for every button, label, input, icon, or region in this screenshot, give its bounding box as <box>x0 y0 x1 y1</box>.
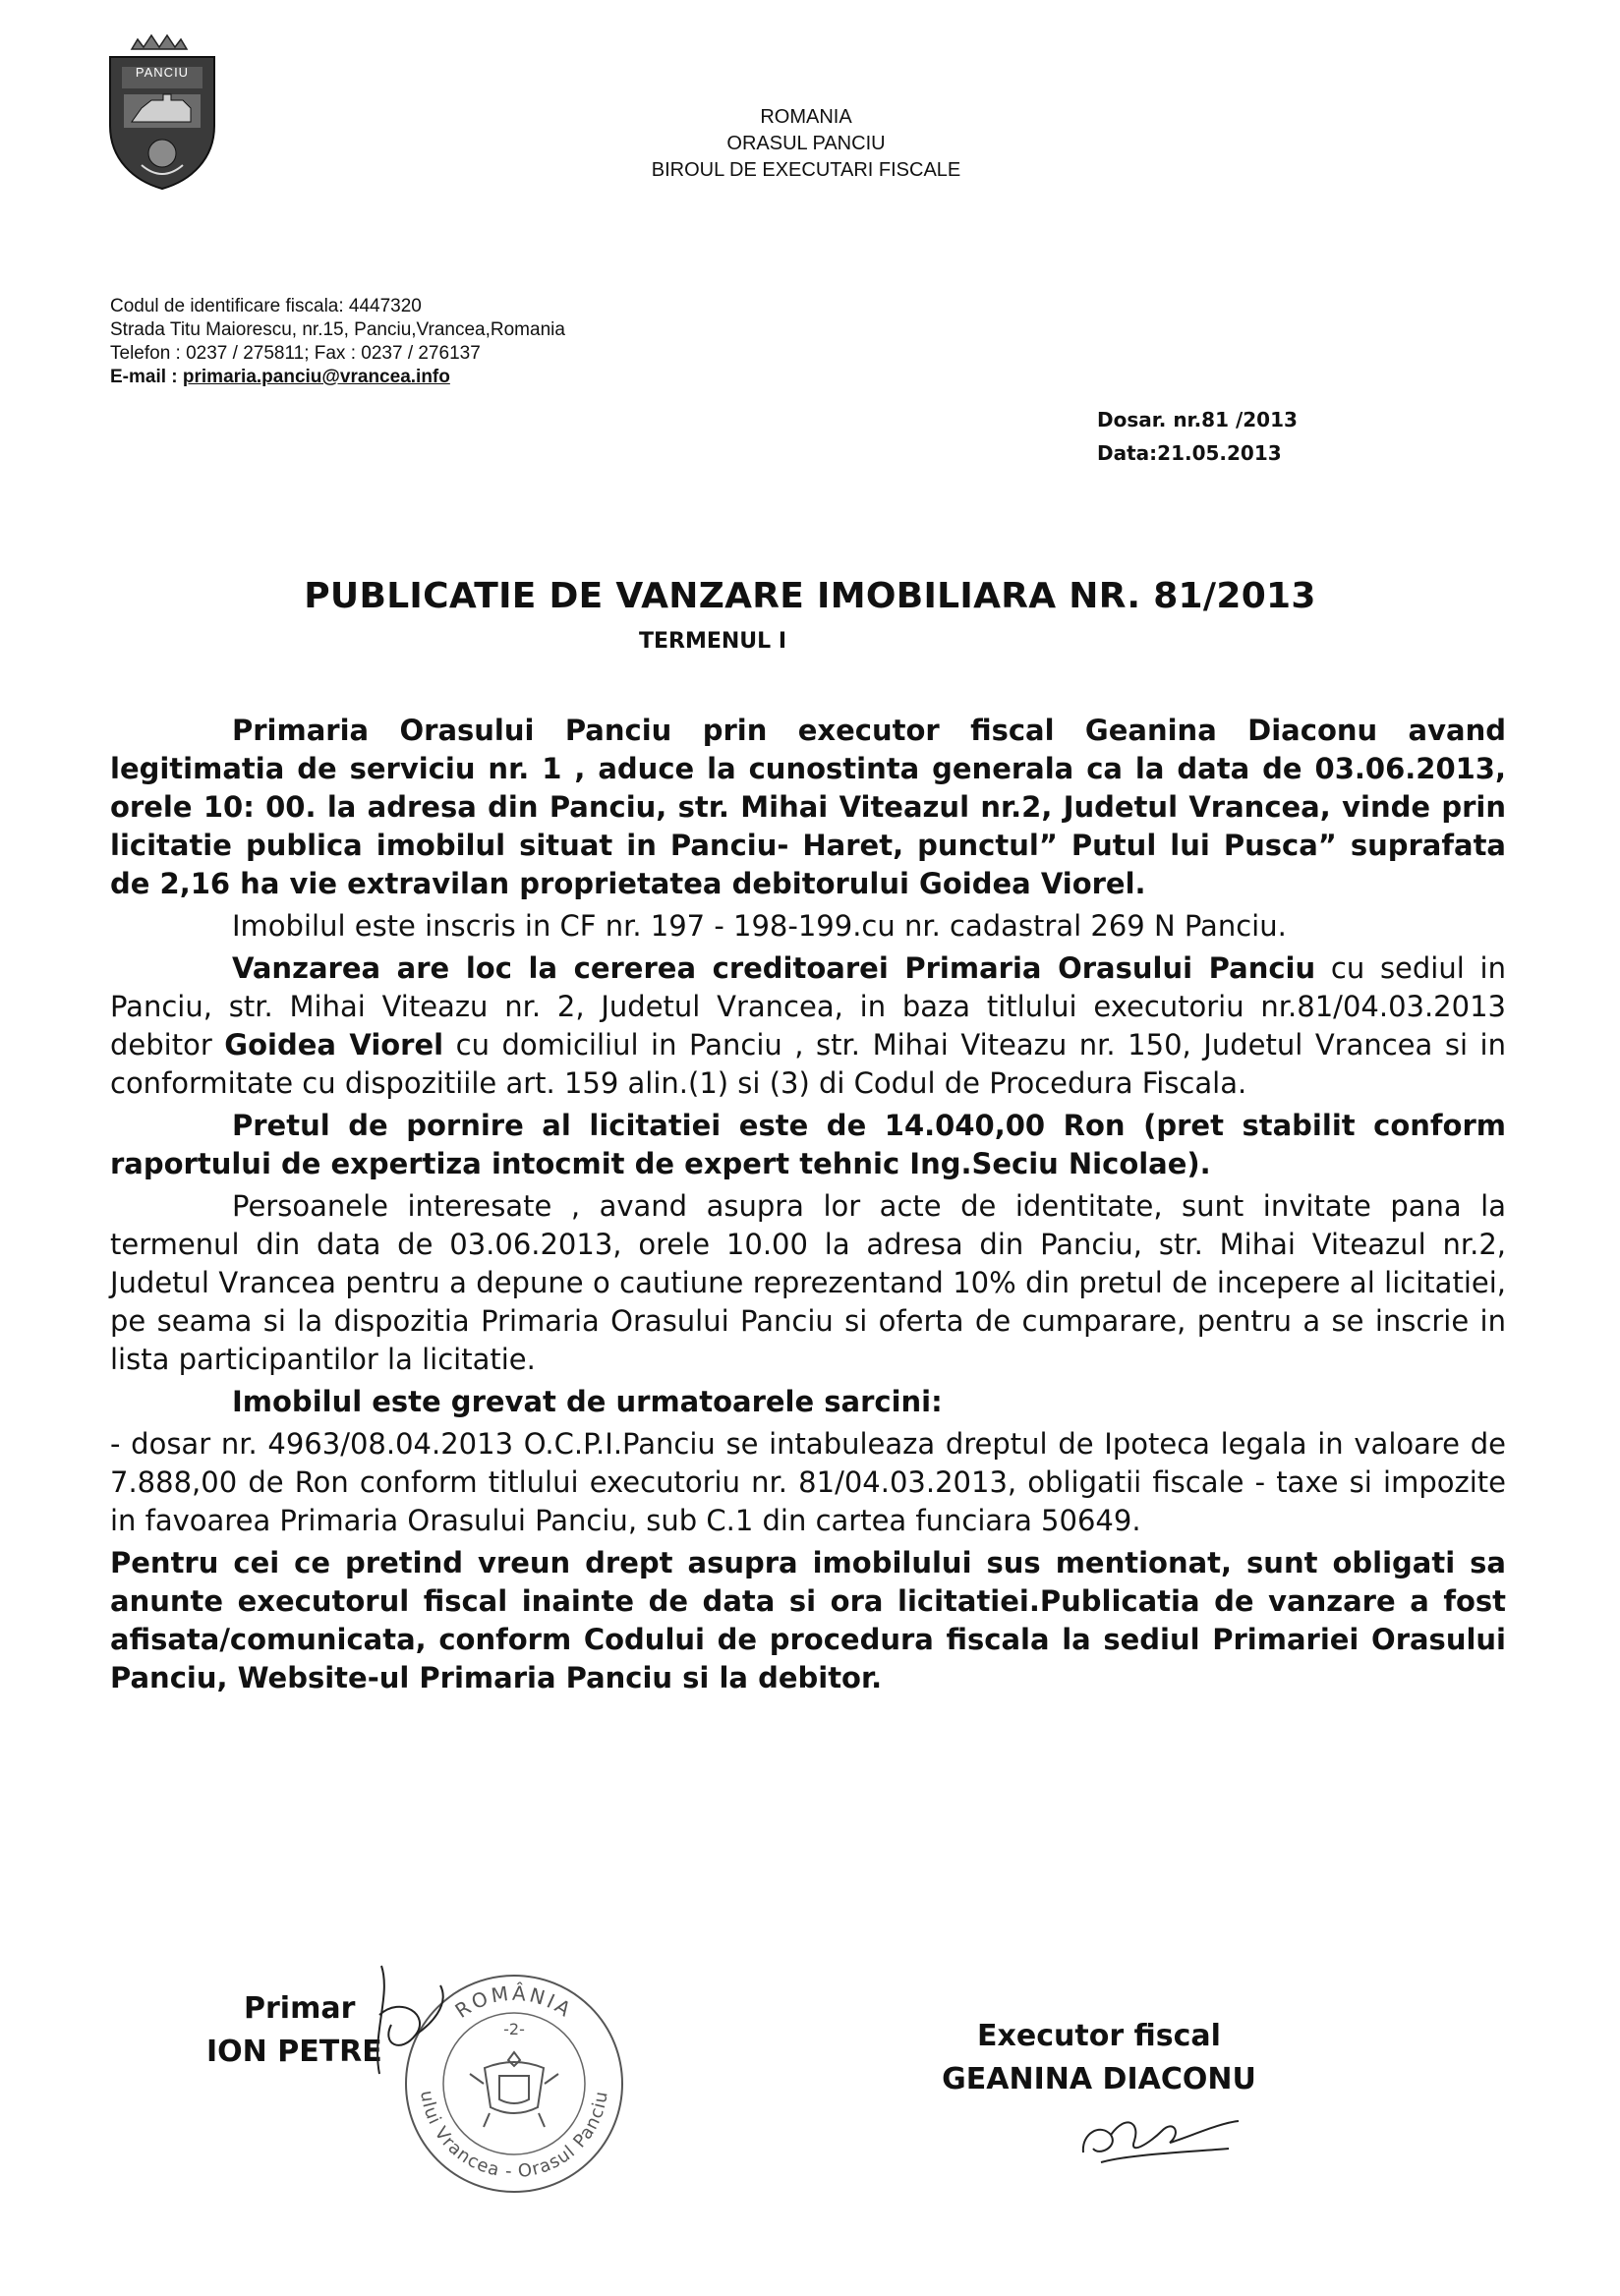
paragraph-encumbrances-heading: Imobilul este grevat de urmatoarele sarcini: <box>232 1385 943 1418</box>
coat-of-arms-logo <box>102 28 222 193</box>
paragraph-starting-price: Pretul de pornire al licitatiei este de 14.040,00 Ron (pret stabilit conform raportului de expertiza intocmit de expert tehnic Ing.Seciu Nicolae). <box>110 1109 1506 1180</box>
paragraph-participants: Persoanele interesate , avand asupra lor acte de identitate, sunt invitate pana la termenul din data de 03.06.2013, orele 10.00 la adresa din Panciu, str. Mihai Viteazul nr.2, Judetul Vrancea pentru a depune o cautiune reprezentand 10% din pretul de incepere al licitatiei, pe seama si la dispozitia Primaria Orasului Panciu si oferta de cumparare, pentru a se inscrie in lista participantilor la licitatie. <box>110 1189 1506 1376</box>
email-link[interactable]: primaria.panciu@vrancea.info <box>182 367 450 387</box>
stamp-top-text: ROMÂNIA <box>450 1980 578 2023</box>
eagle-emblem-icon <box>470 2052 558 2127</box>
address: Strada Titu Maiorescu, nr.15, Panciu,Vrancea,Romania <box>110 319 565 340</box>
executor-name: GEANINA DIACONU <box>942 2062 1256 2096</box>
mayor-signature-block <box>206 1987 382 2074</box>
executor-handwritten-signature <box>1071 2103 1248 2172</box>
contact-block <box>110 295 818 389</box>
file-date: Data:21.05.2013 <box>1097 441 1282 465</box>
crest-label: PANCIU <box>135 65 190 80</box>
letterhead-country: ROMANIA <box>760 106 852 128</box>
paragraph-sale-basis <box>110 949 1506 1103</box>
mayor-title: Primar <box>244 1991 356 2026</box>
file-reference <box>1097 403 1298 470</box>
fiscal-code: Codul de identificare fiscala: 4447320 <box>110 296 422 316</box>
document-title: PUBLICATIE DE VANZARE IMOBILIARA NR. 81/2013 <box>304 576 1316 616</box>
stamp-bottom-text: ului Vrancea - Orasul Panciu <box>416 2089 612 2183</box>
email-line <box>110 366 818 389</box>
file-number: Dosar. nr.81 /2013 <box>1097 408 1298 431</box>
document-body <box>110 712 1506 1701</box>
debtor-name: Goidea Viorel <box>224 1028 444 1062</box>
phone-fax: Telefon : 0237 / 275811; Fax : 0237 / 276137 <box>110 343 481 364</box>
sale-basis-text-2: cu domiciliul in Panciu , str. Mihai Viteazu nr. 150, Judetul Vrancea si in conformitate cu dispozitiile art. 159 alin.(1) si (3) di Codul de Procedura Fiscala. <box>110 1028 1506 1100</box>
letterhead-office: BIROUL DE EXECUTARI FISCALE <box>651 159 961 181</box>
svg-text:ROMÂNIA <box>451 1981 578 2023</box>
mayor-name: ION PETRE <box>206 2035 382 2069</box>
stamp-mid-text: -2- <box>503 2020 525 2038</box>
letterhead-city: ORASUL PANCIU <box>726 133 886 154</box>
letterhead <box>550 104 1062 184</box>
paragraph-land-registry: Imobilul este inscris in CF nr. 197 - 198-199.cu nr. cadastral 269 N Panciu. <box>232 909 1287 943</box>
mayor-handwritten-signature <box>362 1956 460 2103</box>
paragraph-encumbrance-item: - dosar nr. 4963/08.04.2013 O.C.P.I.Panciu se intabuleaza dreptul de Ipoteca legala in valoare de 7.888,00 de Ron conform titlului executoriu nr. 81/04.03.2013, obligatii fiscale - taxe si impozite in favoarea Primaria Orasului Panciu, sub C.1 din cartea funciara 50649. <box>110 1427 1506 1537</box>
sale-basis-text: cu sediul in Panciu, str. Mihai Viteazu nr. 2, Judetul Vrancea, in baza titlului executoriu nr.81/04.03.2013 debitor <box>110 951 1506 1062</box>
paragraph-closing: Pentru cei ce pretind vreun drept asupra imobilului sus mentionat, sunt obligati sa anunte executorul fiscal inainte de data si ora licitatiei.Publicatia de vanzare a fost afisata/comunicata, conform Codului de procedura fiscala la sediul Primariei Orasului Panciu, Website-ul Primaria Panciu si la debitor. <box>110 1546 1506 1694</box>
paragraph-announcement: Primaria Orasului Panciu prin executor fiscal Geanina Diaconu avand legitimatia de serviciu nr. 1 , aduce la cunostinta generala ca la data de 03.06.2013, orele 10: 00. la adresa din Panciu, str. Mihai Viteazul nr.2, Judetul Vrancea, vinde prin licitatie publica imobilul situat in Panciu- Haret, punctul” Putul lui Pusca” suprafata de 2,16 ha vie extravilan proprietatea debitorului Goidea Viorel. <box>110 714 1506 900</box>
executor-signature-block <box>932 2015 1266 2101</box>
term-label: TERMENUL I <box>639 629 787 654</box>
executor-title: Executor fiscal <box>977 2019 1221 2053</box>
sale-basis-lead: Vanzarea are loc la cererea creditoarei Primaria Orasului Panciu <box>232 951 1316 985</box>
email-label: E-mail : <box>110 367 183 387</box>
